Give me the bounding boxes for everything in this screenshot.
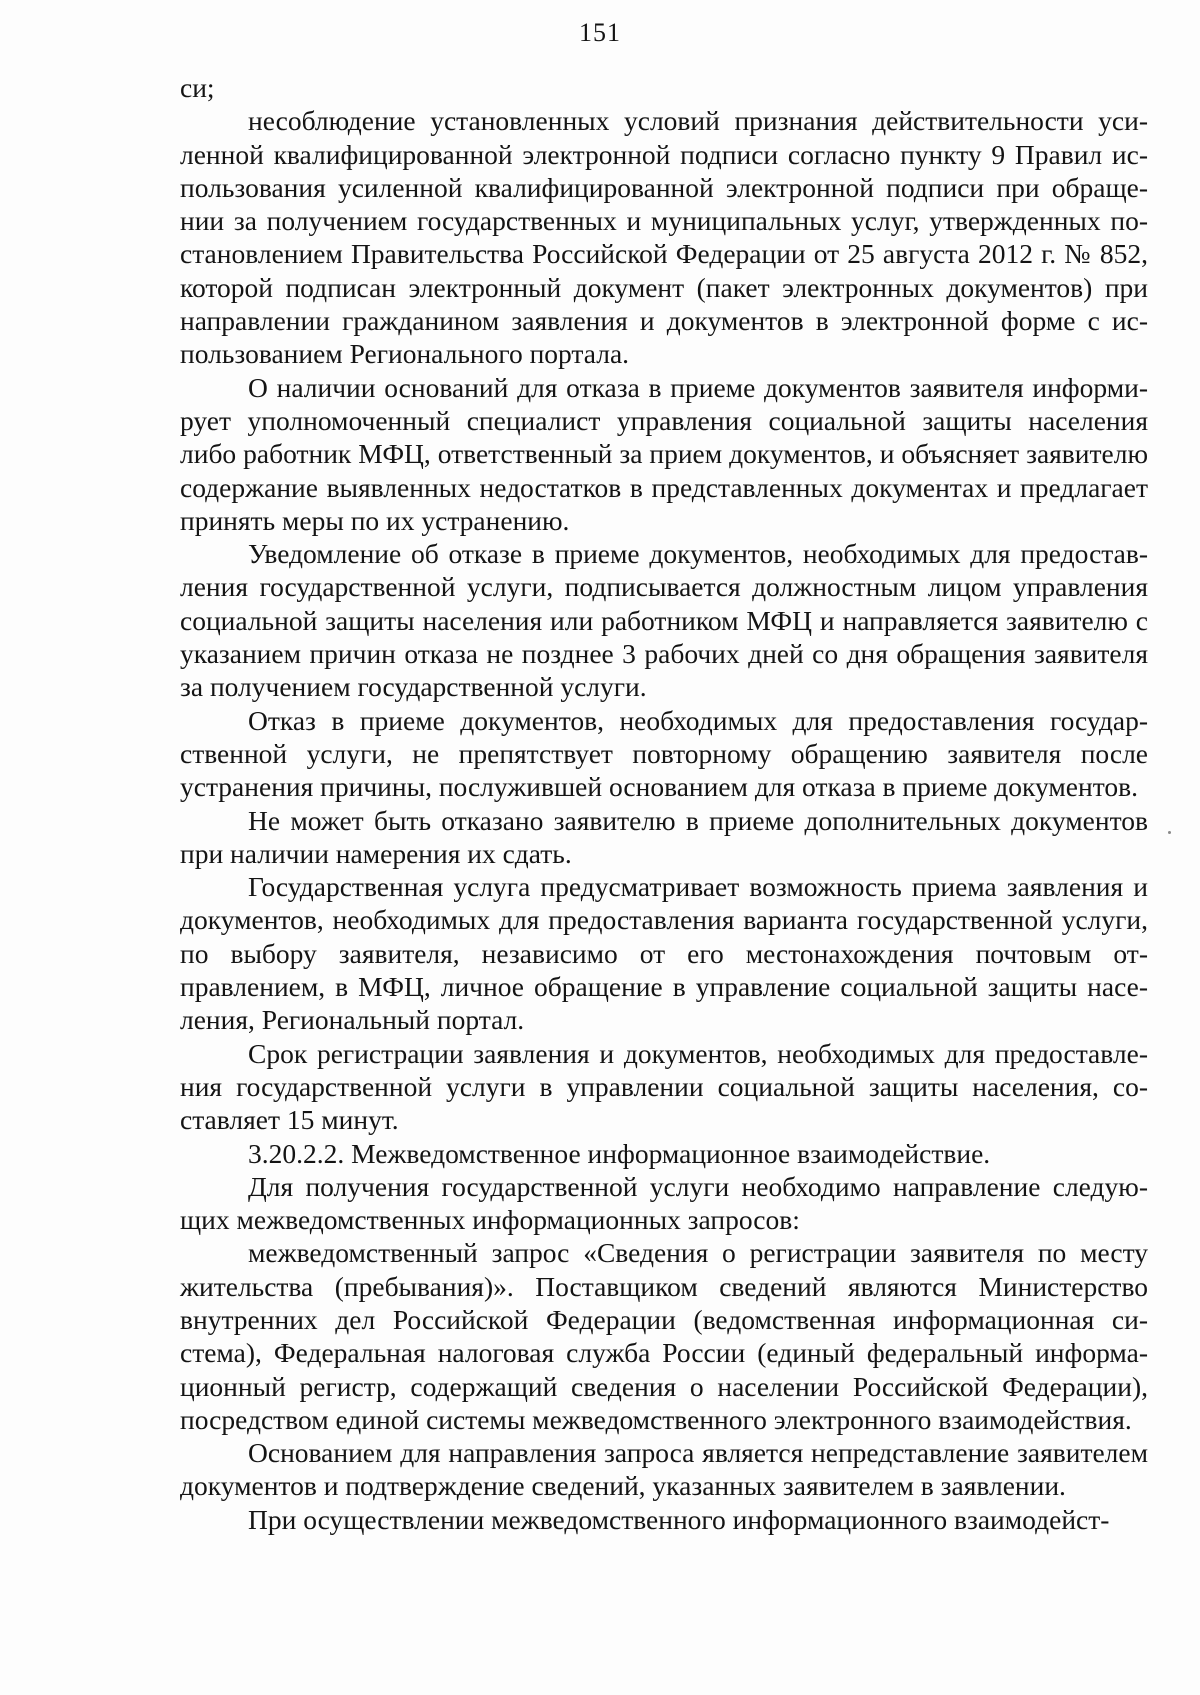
scan-speck <box>1168 831 1171 834</box>
document-body <box>180 71 1148 1536</box>
paragraph-5: Не может быть отказано заявителю в приеме дополнительных документов при наличии намерения их сдать. <box>180 804 1148 869</box>
paragraph-2: О наличии оснований для отказа в приеме документов заявителя информирует уполномоченный специалист управления социальной защиты населения либо работник МФЦ, ответственный за прием документов, и объясняет заявителю содержание выявленных недостатков в представленных документах и предлагает принять меры по их устранению. <box>180 371 1148 536</box>
paragraph-7: Срок регистрации заявления и документов, необходимых для предоставления государственной услуги в управлении социальной защиты населения, составляет 15 минут. <box>180 1037 1148 1136</box>
paragraph-4: Отказ в приеме документов, необходимых для предоставления государственной услуги, не препятствует повторному обращению заявителя после устранения причины, послужившей основанием для отказа в приеме документов. <box>180 704 1148 803</box>
paragraph-1: несоблюдение установленных условий признания действительности усиленной квалифицированной электронной подписи согласно пункту 9 Правил использования усиленной квалифицированной электронной подписи при обращении за получением государственных и муниципальных услуг, утвержденных постановлением Правительства Российской Федерации от 25 августа 2012 г. № 852, которой подписан электронный документ (пакет электронных документов) при направлении гражданином заявления и документов в электронной форме с использованием Регионального портала. <box>180 105 1148 370</box>
paragraph-10: межведомственный запрос «Сведения о регистрации заявителя по месту жительства (пребывания)». Поставщиком сведений являются Министерство внутренних дел Российской Федерации (ведомственная информационная система), Федеральная налоговая служба России (единый федеральный информационный регистр, содержащий сведения о населении Российской Федерации), посредством единой системы межведомственного электронного взаимодействия. <box>180 1237 1148 1435</box>
paragraph-11: Основанием для направления запроса является непредставление заявителем документов и подтверждение сведений, указанных заявителем в заявлении. <box>180 1437 1148 1502</box>
paragraph-0: си; <box>180 72 215 103</box>
paragraph-8: 3.20.2.2. Межведомственное информационное взаимодействие. <box>248 1137 991 1169</box>
paragraph-3: Уведомление об отказе в приеме документов, необходимых для предоставления государственной услуги, подписывается должностным лицом управления социальной защиты населения или работником МФЦ и направляется заявителю с указанием причин отказа не позднее 3 рабочих дней со дня обращения заявителя за получением государственной услуги. <box>180 538 1148 703</box>
page-number: 151 <box>579 18 621 47</box>
paragraph-12: При осуществлении межведомственного информационного взаимодейст- <box>248 1503 1110 1535</box>
paragraph-6: Государственная услуга предусматривает возможность приема заявления и документов, необходимых для предоставления варианта государственной услуги, по выбору заявителя, независимо от его местонахождения почтовым отправлением, в МФЦ, личное обращение в управление социальной защиты населения, Региональный портал. <box>180 871 1148 1036</box>
paragraph-9: Для получения государственной услуги необходимо направление следующих межведомственных информационных запросов: <box>180 1170 1148 1236</box>
